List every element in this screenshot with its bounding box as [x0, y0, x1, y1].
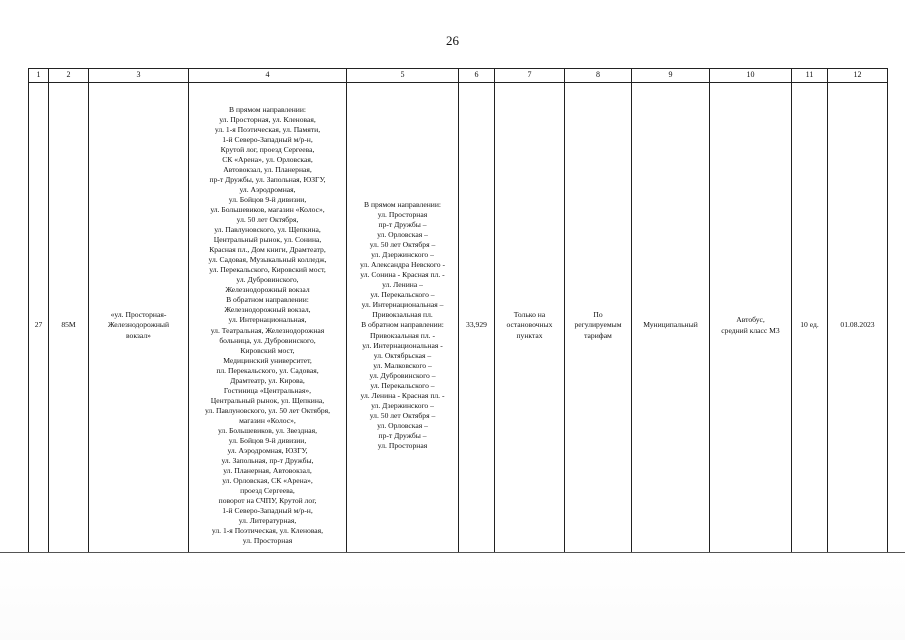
header-row: [29, 69, 888, 83]
cell-line: ул. 50 лет Октября –: [369, 240, 436, 250]
cell-line: ул. Перекальского –: [370, 290, 435, 300]
cell-line: В обратном направлении:: [361, 320, 444, 330]
cell-line: ул. Дубровинского,: [236, 275, 299, 285]
page-number: 26: [446, 33, 459, 48]
cell-line: ул. 50 лет Октября,: [236, 215, 299, 225]
cell-line: ул. Перекальского, Кировский мост,: [209, 265, 326, 275]
cell-line: ул. 50 лет Октября –: [369, 410, 436, 420]
cell-line: ул. Просторная: [377, 440, 428, 450]
cell-line: ул. 1-я Поэтическая, ул. Кленовая,: [211, 525, 324, 535]
cell-line: ул. Садовая, Музыкальный колледж,: [208, 255, 327, 265]
cell-line: ул. Павлуновского, ул. Щепкина,: [214, 225, 321, 235]
cell-line: тарифам: [584, 330, 612, 340]
cell-line: Медицинский университет,: [223, 355, 312, 365]
cell-line: пр-т Дружбы –: [378, 220, 427, 230]
cell-line: больница, ул. Дубровинского,: [219, 335, 316, 345]
cell-line: Драмтеатр, ул. Кирова,: [230, 375, 305, 385]
cell-line: Автобус,: [736, 315, 765, 325]
cell-line: ул. Просторная: [377, 210, 428, 220]
header-cell: 8: [565, 69, 632, 83]
cell-line: ул. Планерная, Автовокзал,: [223, 465, 312, 475]
cell-line: ул. Ленина –: [382, 280, 423, 290]
header-cell: 10: [710, 69, 792, 83]
cell-line: ул. Интернациональная –: [361, 300, 444, 310]
cell-line: Только на: [513, 310, 546, 320]
cell-line: ул. Интернациональная -: [362, 340, 443, 350]
cell-line: пр-т Дружбы –: [378, 430, 427, 440]
header-cell: 9: [632, 69, 710, 83]
cell-line: ул. 1-я Поэтическая, ул. Памяти,: [214, 125, 321, 135]
cell-line: ул. Павлуновского, ул. 50 лет Октября,: [204, 405, 331, 415]
row-number: 27: [29, 83, 49, 569]
vehicle-count: 10 ед.: [792, 83, 828, 569]
cell-line: ул. Запольная, пр-т Дружбы,: [221, 455, 314, 465]
cell-line: Привокзальная пл.: [372, 310, 433, 320]
cell-line: проезд Сергеева,: [240, 485, 295, 495]
cell-line: ул. Просторная: [242, 535, 293, 545]
cell-line: пл. Перекальского, ул. Садовая,: [216, 365, 319, 375]
cell-line: Центральный рынок, ул. Сонина,: [213, 235, 322, 245]
cell-line: Крутой лог, проезд Сергеева,: [220, 145, 315, 155]
cell-line: ул. Орловская –: [377, 230, 428, 240]
cell-line: Привокзальная пл. -: [370, 330, 435, 340]
header-cell: 7: [495, 69, 565, 83]
cell-line: регулируемым: [574, 320, 622, 330]
cell-line: ул. Большевиков, магазин «Колос»,: [210, 205, 325, 215]
cell-line: ул. Бойцов 9-й дивизии,: [228, 435, 307, 445]
cell-line: Железнодорожный: [107, 320, 170, 330]
fare-type: [565, 83, 632, 569]
route-length: 33,929: [459, 83, 495, 569]
cell-line: Автовокзал, ул. Планерная,: [223, 165, 312, 175]
header-cell: 2: [49, 69, 89, 83]
cell-line: «ул. Просторная-: [110, 310, 167, 320]
cell-line: ул. Сонина - Красная пл. -: [360, 270, 445, 280]
cell-line: поворот на СЧПУ, Крутой лог,: [218, 495, 317, 505]
cell-line: остановочных: [506, 320, 553, 330]
cell-line: ул. Просторная, ул. Кленовая,: [219, 115, 316, 125]
route-name: [89, 83, 189, 569]
cell-line: пунктах: [516, 330, 543, 340]
header-cell: 1: [29, 69, 49, 83]
vehicle-type: [710, 83, 792, 569]
cell-line: В прямом направлении:: [229, 105, 306, 115]
cell-line: ул. Октябрьская –: [373, 350, 432, 360]
cell-line: Красная пл., Дом книги, Драмтеатр,: [209, 245, 326, 255]
cell-line: ул. Дзержинского –: [371, 400, 434, 410]
header-cell: 5: [347, 69, 459, 83]
cell-line: ул. Интернациональная,: [228, 315, 307, 325]
cell-line: ул. Перекальского –: [370, 380, 435, 390]
cell-line: ул. Большевиков, ул. Звездная,: [217, 425, 318, 435]
table-row: [29, 83, 888, 569]
cell-line: 1-й Северо-Западный м/р-н,: [222, 505, 313, 515]
streets-list: [347, 83, 459, 569]
cell-line: Центральный рынок, ул. Щепкина,: [210, 395, 325, 405]
cell-line: Железнодорожный вокзал: [225, 285, 310, 295]
cell-line: магазин «Колос»,: [239, 415, 296, 425]
cell-line: ул. Орловская –: [377, 420, 428, 430]
carrier-type: Муниципальный: [632, 83, 710, 569]
scan-margin: [0, 553, 905, 640]
header-cell: 3: [89, 69, 189, 83]
cell-line: ул. Ленина - Красная пл. -: [360, 390, 445, 400]
start-date: 01.08.2023: [828, 83, 888, 569]
stop-order: [495, 83, 565, 569]
cell-line: СК «Арена», ул. Орловская,: [222, 155, 313, 165]
cell-line: ул. Дубровинского –: [369, 370, 436, 380]
cell-line: 1-й Северо-Западный м/р-н,: [222, 135, 313, 145]
header-cell: 11: [792, 69, 828, 83]
cell-line: В прямом направлении:: [364, 200, 441, 210]
cell-line: ул. Дзержинского –: [371, 250, 434, 260]
cell-line: По: [593, 310, 603, 320]
cell-line: средний класс М3: [721, 325, 780, 335]
cell-line: Кировский мост,: [240, 345, 295, 355]
cell-line: ул. Малковского –: [373, 360, 432, 370]
cell-line: ул. Литературная,: [238, 515, 297, 525]
route-number: 85М: [49, 83, 89, 569]
cell-line: ул. Орловская, СК «Арена»,: [222, 475, 313, 485]
cell-line: Железнодорожный вокзал,: [224, 305, 311, 315]
cell-line: ул. Аэродромная, ЮЗГУ,: [227, 445, 308, 455]
cell-line: ул. Аэродромная,: [239, 185, 296, 195]
cell-line: ул. Александра Невского -: [359, 260, 446, 270]
header-cell: 6: [459, 69, 495, 83]
cell-line: пр-т Дружбы, ул. Запольная, ЮЗГУ,: [209, 175, 326, 185]
cell-line: вокзал»: [126, 330, 151, 340]
header-cell: 4: [189, 69, 347, 83]
cell-line: Гостиница «Центральная»,: [223, 385, 312, 395]
route-table: [28, 68, 888, 569]
header-cell: 12: [828, 69, 888, 83]
cell-line: ул. Театральная, Железнодорожная: [210, 325, 325, 335]
cell-line: ул. Бойцов 9-й дивизии,: [228, 195, 307, 205]
cell-line: В обратном направлении:: [226, 295, 309, 305]
stops-list: [189, 83, 347, 569]
